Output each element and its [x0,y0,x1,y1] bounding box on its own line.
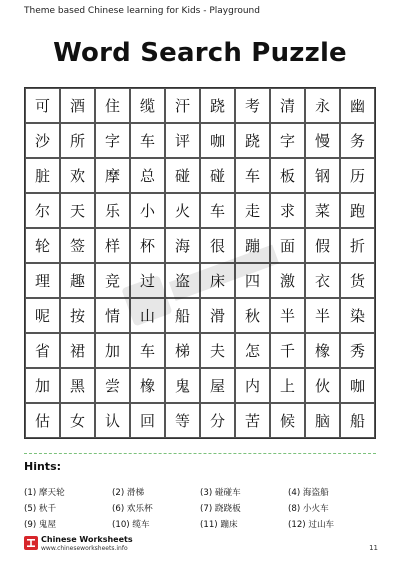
grid-cell: 衣 [305,263,340,298]
grid-cell: 缆 [130,88,165,123]
hint-item: (11) 蹦床 [200,520,238,530]
grid-cell: 钢 [305,158,340,193]
grid-cell: 秀 [340,333,375,368]
hint-item: (8) 小火车 [288,504,329,514]
grid-cell: 按 [60,298,95,333]
grid-cell: 理 [25,263,60,298]
grid-cell: 尝 [95,368,130,403]
grid-cell: 折 [340,228,375,263]
grid-cell: 秋 [235,298,270,333]
grid-cell: 尔 [25,193,60,228]
grid-cell: 幽 [340,88,375,123]
grid-cell: 四 [235,263,270,298]
grid-cell: 竞 [95,263,130,298]
hint-item: (3) 碰碰车 [200,488,241,498]
hint-item: (12) 过山车 [288,520,335,530]
grid-cell: 脏 [25,158,60,193]
grid-cell: 梯 [165,333,200,368]
grid-cell: 摩 [95,158,130,193]
hint-item: (4) 海盗船 [288,488,329,498]
grid-cell: 千 [270,333,305,368]
grid-cell: 车 [200,193,235,228]
page-number: 11 [369,544,378,552]
grid-cell: 小 [130,193,165,228]
grid-cell: 屋 [200,368,235,403]
grid-cell: 情 [95,298,130,333]
footer-brand: Chinese Worksheets [41,535,133,544]
grid-cell: 伙 [305,368,340,403]
grid-cell: 总 [130,158,165,193]
grid-cell: 过 [130,263,165,298]
grid-cell: 候 [270,403,305,438]
grid-cell: 内 [235,368,270,403]
grid-cell: 永 [305,88,340,123]
grid-cell: 山 [130,298,165,333]
grid-cell: 裙 [60,333,95,368]
grid-cell: 碰 [165,158,200,193]
grid-cell: 乐 [95,193,130,228]
grid-cell: 省 [25,333,60,368]
grid-cell: 汗 [165,88,200,123]
chinese-worksheets-logo-icon [24,536,38,550]
grid-cell: 染 [340,298,375,333]
grid-cell: 货 [340,263,375,298]
grid-cell: 务 [340,123,375,158]
grid-cell: 加 [25,368,60,403]
grid-cell: 字 [270,123,305,158]
grid-cell: 酒 [60,88,95,123]
grid-cell: 黑 [60,368,95,403]
grid-cell: 滑 [200,298,235,333]
grid-cell: 板 [270,158,305,193]
grid-cell: 橡 [305,333,340,368]
hint-item: (1) 摩天轮 [24,488,65,498]
grid-cell: 半 [305,298,340,333]
grid-cell: 夫 [200,333,235,368]
grid-cell: 住 [95,88,130,123]
grid-cell: 样 [95,228,130,263]
grid-cell: 回 [130,403,165,438]
grid-cell: 字 [95,123,130,158]
grid-cell: 求 [270,193,305,228]
grid-cell: 走 [235,193,270,228]
grid-cell: 咖 [340,368,375,403]
grid-cell: 车 [235,158,270,193]
grid-cell: 历 [340,158,375,193]
grid-cell: 海 [165,228,200,263]
grid-cell: 激 [270,263,305,298]
grid-cell: 床 [200,263,235,298]
grid-cell: 苦 [235,403,270,438]
grid-cell: 车 [130,123,165,158]
grid-cell: 考 [235,88,270,123]
header-text: Theme based Chinese learning for Kids - Playground [24,6,260,16]
grid-cell: 所 [60,123,95,158]
hints-label: Hints: [24,460,62,473]
grid-cell: 跷 [200,88,235,123]
grid-cell: 分 [200,403,235,438]
grid-cell: 蹦 [235,228,270,263]
word-search-grid [24,87,376,439]
hint-item: (6) 欢乐杯 [112,504,153,514]
grid-cell: 加 [95,333,130,368]
grid-cell: 船 [165,298,200,333]
grid-cell: 火 [165,193,200,228]
grid-cell: 跷 [235,123,270,158]
grid-cell: 假 [305,228,340,263]
grid-cell: 沙 [25,123,60,158]
page-title: Word Search Puzzle [53,38,347,68]
grid-cell: 等 [165,403,200,438]
grid-cell: 脑 [305,403,340,438]
grid-cell: 轮 [25,228,60,263]
grid-cell: 半 [270,298,305,333]
grid-cell: 签 [60,228,95,263]
grid-cell: 很 [200,228,235,263]
hint-item: (2) 滑梯 [112,488,145,498]
footer-url: www.chineseworksheets.info [41,545,128,552]
grid-cell: 咖 [200,123,235,158]
grid-cell: 女 [60,403,95,438]
grid-cell: 菜 [305,193,340,228]
grid-cell: 上 [270,368,305,403]
grid-cell: 天 [60,193,95,228]
grid-cell: 橡 [130,368,165,403]
grid-cell: 可 [25,88,60,123]
divider [24,453,376,454]
hint-item: (7) 跷跷板 [200,504,241,514]
grid-cell: 估 [25,403,60,438]
hint-item: (9) 鬼屋 [24,520,57,530]
hints-list [24,486,376,530]
grid-cell: 跑 [340,193,375,228]
hint-item: (10) 缆车 [112,520,150,530]
grid-cell: 认 [95,403,130,438]
grid-cell: 鬼 [165,368,200,403]
grid-cell: 盗 [165,263,200,298]
grid-cell: 呢 [25,298,60,333]
grid-cell: 趣 [60,263,95,298]
grid-cell: 怎 [235,333,270,368]
grid-cell: 船 [340,403,375,438]
grid-cell: 评 [165,123,200,158]
grid-cell: 杯 [130,228,165,263]
grid-cell: 碰 [200,158,235,193]
grid-cell: 慢 [305,123,340,158]
grid-cell: 车 [130,333,165,368]
grid-cell: 清 [270,88,305,123]
hint-item: (5) 秋千 [24,504,57,514]
grid-cell: 面 [270,228,305,263]
grid-cell: 欢 [60,158,95,193]
